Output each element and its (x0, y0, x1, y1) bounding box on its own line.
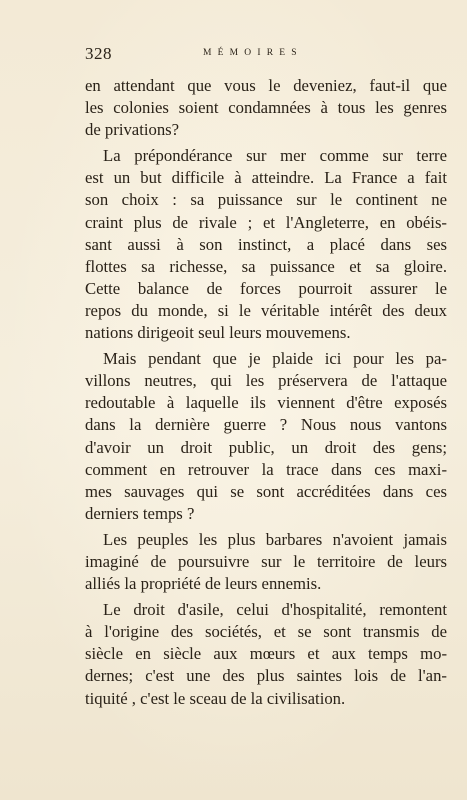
page-header (85, 44, 395, 68)
text-line: son choix : sa puissance sur le continent ne (85, 190, 447, 210)
text-line: mes sauvages qui se sont accréditées dans ces (85, 481, 447, 501)
text-line: redoutable à laquelle ils viennent d'être exposés (85, 393, 447, 413)
text-line: Le droit d'asile, celui d'hospitalité, remontent (103, 600, 447, 620)
text-line: craint plus de rivale ; et l'Angleterre, en obéis- (85, 212, 447, 232)
text-line: est un but difficile à atteindre. La France a fait (85, 168, 447, 188)
text-line: alliés la propriété de leurs ennemis. (85, 574, 322, 594)
paragraph (85, 145, 447, 344)
text-line: à l'origine des sociétés, et se sont transmis de (85, 622, 447, 642)
text-line: La prépondérance sur mer comme sur terre (103, 146, 447, 166)
text-line: derniers temps ? (85, 503, 195, 523)
paragraph (85, 599, 447, 709)
text-line: Les peuples les plus barbares n'avoient jamais (103, 529, 447, 549)
text-line: sant aussi à son instinct, a placé dans ses (85, 234, 447, 254)
running-head: MÉMOIRES (203, 48, 303, 58)
text-line: comment en retrouver la trace dans ces maxi- (85, 459, 447, 479)
text-line: dans la dernière guerre ? Nous nous vantons (85, 415, 447, 435)
text-line: en attendant que vous le deveniez, faut-il que (85, 76, 447, 95)
paragraph (85, 529, 447, 595)
text-line: flottes sa richesse, sa puissance et sa gloire. (85, 256, 447, 276)
paragraph (85, 348, 447, 525)
body-text (85, 75, 447, 710)
text-line: siècle en siècle aux mœurs et aux temps mo- (85, 644, 447, 664)
text-line: nations dirigeoit seul leurs mouvemens. (85, 323, 351, 343)
text-line: de privations? (85, 120, 180, 140)
text-line: villons neutres, qui les préservera de l'attaque (85, 371, 447, 391)
text-line: Mais pendant que je plaide ici pour les pa- (103, 349, 447, 369)
text-line: imaginé de poursuivre sur le territoire de leurs (85, 551, 447, 571)
text-line: dernes; c'est une des plus saintes lois de l'an- (85, 666, 447, 686)
paragraph (85, 75, 447, 141)
text-line: repos du monde, si le véritable intérêt des deux (85, 300, 447, 320)
page-number: 328 (85, 44, 112, 63)
text-line: les colonies soient condamnées à tous les genres (85, 98, 447, 118)
text-line: Cette balance de forces pourroit assurer le (85, 278, 447, 298)
text-line: tiquité , c'est le sceau de la civilisation. (85, 688, 346, 708)
text-line: d'avoir un droit public, un droit des gens; (85, 437, 447, 457)
